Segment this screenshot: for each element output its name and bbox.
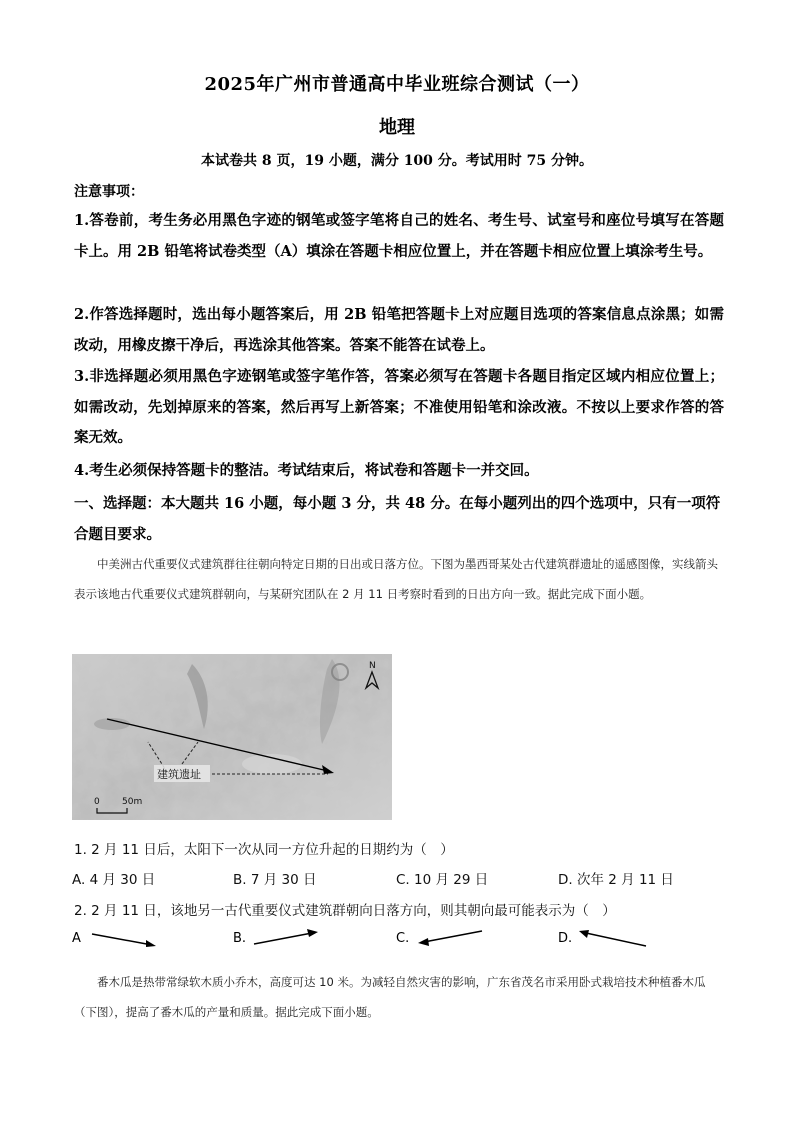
notice-item-3: 3.非选择题必须用黑色字迹钢笔或签字笔作答，答案必须写在答题卡各题目指定区域内相应位置上；如需改动，先划掉原来的答案，然后再写上新答案；不准使用铅笔和涂改液。不按以上要求作答的答案无效。 bbox=[74, 368, 724, 446]
notice-item-2: 2.作答选择题时，选出每小题答案后，用 2B 铅笔把答题卡上对应题目选项的答案信息点涂黑；如需改动，用橡皮擦干净后，再选涂其他答案。答案不能答在试卷上。 bbox=[74, 306, 724, 354]
notice-item-4: 4.考生必须保持答题卡的整洁。考试结束后，将试卷和答题卡一并交回。 bbox=[74, 462, 539, 479]
question-1-option-b: B. 7 月 30 日 bbox=[233, 872, 317, 888]
question-1-option-c: C. 10 月 29 日 bbox=[396, 872, 489, 888]
question-2-option-c: C. bbox=[396, 931, 410, 946]
option-b-arrow-icon bbox=[250, 926, 322, 948]
remote-sensing-map bbox=[72, 654, 392, 820]
material-paragraph-2: 番木瓜是热带常绿软木质小乔木，高度可达 10 米。为减轻自然灾害的影响，广东省茂名市采用卧式栽培技术种植番木瓜（下图），提高了番木瓜的产量和质量。据此完成下面小题。 bbox=[74, 975, 706, 1019]
question-1-option-a: A. 4 月 30 日 bbox=[72, 872, 156, 888]
question-2-option-a: A bbox=[72, 931, 81, 946]
north-label: N bbox=[369, 661, 376, 671]
notice-item-1: 1.答卷前，考生务必用黑色字迹的钢笔或签字笔将自己的姓名、考生号、试室号和座位号填写在答题卡上。用 2B 铅笔将试卷类型（A）填涂在答题卡相应位置上，并在答题卡相应位置上填涂考生号。 bbox=[74, 212, 724, 260]
option-a-arrow-icon bbox=[88, 928, 160, 950]
exam-title: 2025年广州市普通高中毕业班综合测试（一） bbox=[204, 74, 590, 95]
question-1-option-d: D. 次年 2 月 11 日 bbox=[558, 872, 674, 888]
site-label: 建筑遗址 bbox=[157, 768, 201, 781]
question-2-option-d: D. bbox=[558, 931, 573, 946]
subject-title: 地理 bbox=[379, 117, 415, 138]
scale-distance-label: 50m bbox=[122, 797, 143, 807]
question-1-stem: 1. 2 月 11 日后，太阳下一次从同一方位升起的日期约为（ ） bbox=[74, 842, 454, 858]
section-heading: 一、选择题：本大题共 16 小题，每小题 3 分，共 48 分。在每小题列出的四个选项中，只有一项符合题目要求。 bbox=[74, 495, 721, 543]
question-2-stem: 2. 2 月 11 日，该地另一古代重要仪式建筑群朝向日落方向，则其朝向最可能表示为（ ） bbox=[74, 903, 616, 919]
option-d-arrow-icon bbox=[574, 926, 650, 950]
option-c-arrow-icon bbox=[414, 926, 486, 948]
material-paragraph-1: 中美洲古代重要仪式建筑群往往朝向特定日期的日出或日落方位。下图为墨西哥某处古代建筑群遗址的遥感图像，实线箭头表示该地古代重要仪式建筑群朝向，与某研究团队在 2 月 11 日考察时看到的日出方向一致。据此完成下面小题。 bbox=[74, 557, 718, 601]
notice-heading: 注意事项： bbox=[74, 184, 144, 200]
exam-info: 本试卷共 8 页，19 小题，满分 100 分。考试用时 75 分钟。 bbox=[200, 153, 594, 169]
question-2-option-b: B. bbox=[233, 931, 247, 946]
scale-zero-label: 0 bbox=[94, 797, 100, 807]
map-figure bbox=[72, 654, 392, 820]
